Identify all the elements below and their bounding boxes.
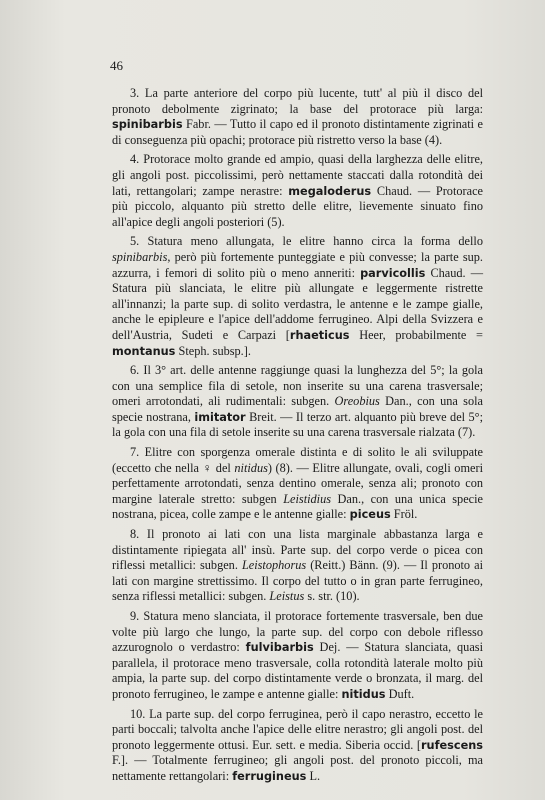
- text-run: Duft.: [385, 686, 415, 701]
- species-name: montanus: [112, 344, 176, 358]
- page-number: 46: [110, 58, 123, 73]
- taxon-name: Oreobius: [334, 394, 380, 409]
- text-run: s. str. (10).: [304, 589, 360, 604]
- text-run: 3. La parte anteriore del corpo più lucente, tutt' al più il disco del pronoto debolmente zigrinato; la base del protorace più larga:: [112, 86, 483, 116]
- text-run: Breit. — Il terzo art. alquanto più breve del 5°; la gola con una fila di setole inserite su una carena trasversale rialzata (7).: [112, 409, 483, 440]
- taxon-name: Leistidius: [283, 491, 332, 506]
- text-run: Steph. subsp.].: [175, 343, 251, 358]
- text-run: 5. Statura meno allungata, le elitre hanno circa la forma dello: [130, 234, 483, 249]
- text-run: F.]. — Totalmente ferrugineo; gli angoli post. del pronoto piccoli, ma nettamente rettangolari:: [112, 753, 483, 783]
- text-run: Chaud. — Protorace più piccolo, alquanto più stretto delle elitre, lievemente sinuato fino all'apice degli angoli posteriori (5).: [112, 183, 483, 229]
- text-run: Dej. — Statura slanciata, quasi parallela, il protorace meno trasversale, colla rotondità laterale molto più ampia, la parte sup. del corpo distintamente verde o bronzata, il marg. del pronoto ferrugineo, le zampe e antenne gialle:: [112, 640, 483, 701]
- text-run: ) (8). — Elitre allungate, ovali, cogli omeri perfettamente arrotondati, senza dentino omerale, senza ali; pronoto con margine laterale stretto: subgen: [112, 460, 483, 506]
- text-run: L.: [306, 768, 321, 783]
- text-run: 6. Il 3° art. delle antenne raggiunge quasi la lunghezza del 5°; la gola con una semplice fila di setole, non inserite su una carena trasversale; omeri arrotondati, ali rudimentali: subgen.: [112, 363, 483, 409]
- text-run: 10. La parte sup. del corpo ferruginea, però il capo nerastro, eccetto le parti boccali; talvolta anche l'apice delle elitre nerastro; gli angoli post. del pronoto leggermente ottusi. Eur. sett. e media. Siberia occid. [: [112, 706, 483, 752]
- species-name: spinibarbis: [112, 118, 183, 132]
- text-run: 8. Il pronoto ai lati con una lista marginale abbastanza larga e distintamente ripiegata all' insù. Parte sup. del corpo verde o picea con riflessi metallici: subgen.: [112, 527, 483, 573]
- key-paragraph: [112, 152, 483, 230]
- key-paragraph: [112, 363, 483, 441]
- species-name: nitidus: [341, 687, 386, 701]
- taxon-name: spinibarbis: [112, 249, 168, 264]
- text-run: 9. Statura meno slanciata, il protorace fortemente trasversale, ben due volte più largo che lungo, la parte sup. del corpo con debole riflesso azzurognolo o verdastro:: [112, 609, 483, 655]
- text-run: Chaud. — Statura più slanciata, le elitre più allungate e leggermente ristrette all'innanzi; la parte sup. di solito verdastra, le antenne e le zampe gialle, anche le epipleure e l'apice dell'addome ferrugineo. Alpi della Svizzera e dell'Austria, Sudeti e Carpazi [: [112, 265, 483, 342]
- key-paragraph: [112, 86, 483, 148]
- key-paragraph: [112, 445, 483, 523]
- species-name: megaloderus: [288, 184, 372, 198]
- text-run: 7. Elitre con sporgenza omerale distinta e di solito le ali sviluppate (eccetto che nella ♀ del: [112, 445, 483, 475]
- species-name: fulvibarbis: [245, 641, 314, 655]
- taxon-name: Leistus: [269, 589, 305, 604]
- species-name: ferrugineus: [232, 769, 307, 783]
- key-paragraph: [112, 234, 483, 359]
- text-run: Dan., con una unica specie nostrana, picea, colle zampe e le antenne gialle:: [112, 491, 483, 522]
- text-run: 4. Protorace molto grande ed ampio, quasi della larghezza delle elitre, gli angoli post. piccolissimi, però nettamente staccati dalla rotondità dei lati, rettangolari; zampe nerastre:: [112, 152, 483, 198]
- species-name: rhaeticus: [289, 328, 350, 342]
- text-run: Fröl.: [390, 507, 418, 522]
- key-paragraph: [112, 527, 483, 605]
- text-run: Dan., con una sola specie nostrana,: [112, 394, 483, 424]
- body-text: [112, 86, 483, 785]
- key-paragraph: [112, 609, 483, 703]
- species-name: piceus: [349, 508, 391, 522]
- text-run: Heer, probabilmente =: [349, 327, 483, 342]
- taxon-name: nitidus: [234, 460, 268, 475]
- text-run: , però più fortemente punteggiate e più convesse; la parte sup. azzurra, i femori di solito più o meno anneriti:: [112, 249, 483, 280]
- taxon-name: Leistophorus: [241, 558, 307, 573]
- key-paragraph: [112, 707, 483, 785]
- text-run: Fabr. — Tutto il capo ed il pronoto distintamente zigrinati e di conseguenza più opachi; protorace più ristretto verso la base (4).: [112, 117, 483, 147]
- species-name: imitator: [194, 410, 246, 424]
- species-name: rufescens: [420, 738, 483, 752]
- text-run: (Reitt.) Bänn. (9). — Il pronoto ai lati con margine strettissimo. Il corpo del tutto o in gran parte ferrugineo, senza riflessi metallici: subgen.: [112, 558, 483, 604]
- species-name: parvicollis: [360, 266, 426, 280]
